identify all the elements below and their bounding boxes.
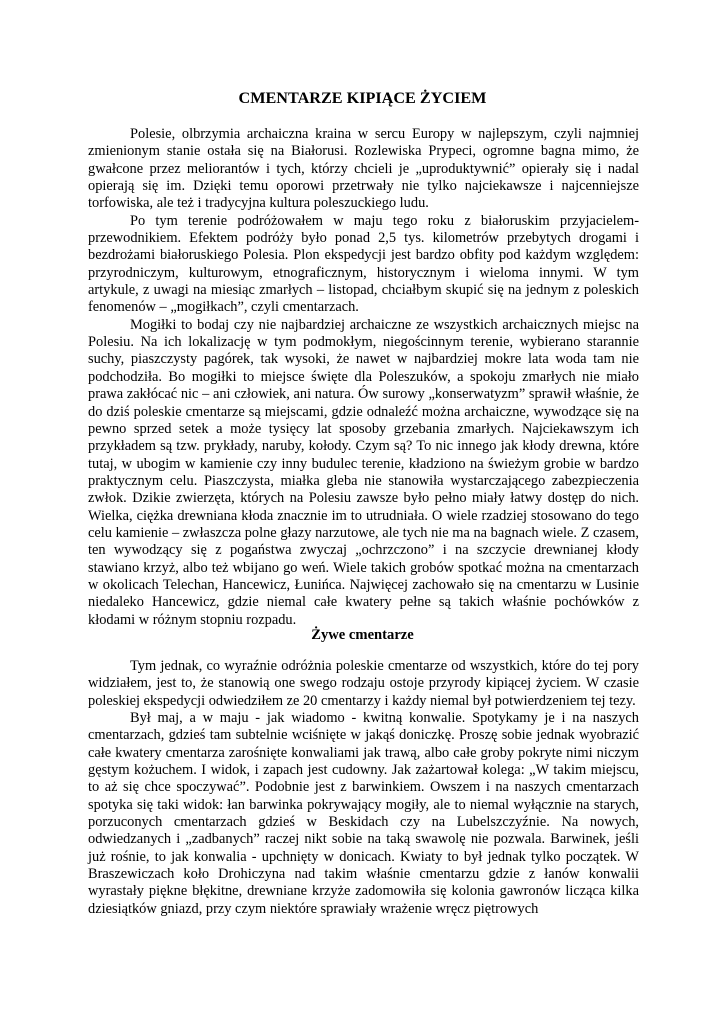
paragraph: Tym jednak, co wyraźnie odróżnia poleskie cmentarze od wszystkich, które do tej pory widziałem, jest to, że stanowią one swego rodzaju ostoje przyrody kipiącej życiem. W czasie poleskiej ekspedycji odwiedziłem ze 20 cmentarzy i każdy niemal był potwierdzeniem tej tezy. bbox=[88, 658, 639, 709]
page-title: CMENTARZE KIPIĄCE ŻYCIEM bbox=[238, 89, 487, 107]
section-1-body bbox=[88, 126, 639, 629]
paragraph: Polesie, olbrzymia archaiczna kraina w sercu Europy w najlepszym, czyli najmniej zmienionym stanie ostała się na Białorusi. Rozlewiska Prypeci, ogromne bagna mimo, że gwałcone przez meliorantów i tych, którzy chcieli je „uproduktywnić” opierały się i nadal opierają się im. Dzięki temu oporowi przetrwały nie tylko najciekawsze i najcenniejsze torfowiska, ale też i tradycyjna kultura poleszuckiego ludu. bbox=[88, 126, 639, 212]
paragraph: Był maj, a w maju - jak wiadomo - kwitną konwalie. Spotykamy je i na naszych cmentarzach, gdzieś tam subtelnie wciśnięte w jakąś doniczkę. Proszę sobie jednak wyobrazić całe kwatery cmentarza zarośnięte konwaliami jak trawą, albo całe groby pokryte nimi niczym gęstym kożuchem. I widok, i zapach jest cudowny. Jak zażartował kolega: „W takim miejscu, to aż się chce spoczywać”. Podobnie jest z barwinkiem. Owszem i na naszych cmentarzach spotyka się taki widok: łan barwinka pokrywający mogiły, ale to niemal wyłącznie na starych, porzuconych cmentarzach gdzieś w Beskidach czy na Lubelszczyźnie. Na nowych, odwiedzanych i „zadbanych” raczej nikt sobie na taką swawolę nie pozwala. Barwinek, jeśli już rośnie, to jak konwalia - upchnięty w donicach. Kwiaty to był jednak tylko początek. W Braszewiczach koło Drohiczyna nad takim właśnie cmentarzu gdzie z łanów konwalii wyrastały piękne błękitne, drewniane krzyże zadomowiła się kolonia gawronów licząca kilka dziesiątków gniazd, przy czym niektóre sprawiały wrażenie wręcz piętrowych bbox=[88, 710, 639, 917]
section-2-body bbox=[88, 658, 639, 918]
section-heading: Żywe cmentarze bbox=[311, 627, 414, 643]
paragraph: Po tym terenie podróżowałem w maju tego roku z białoruskim przyjacielem-przewodnikiem. Efektem podróży było ponad 2,5 tys. kilometrów przebytych drogami i bezdrożami białoruskiego Polesia. Plon ekspedycji jest bardzo obfity pod każdym względem: przyrodniczym, kulturowym, etnograficznym, historycznym i wieloma innymi. W tym artykule, z uwagi na miesiąc zmarłych – listopad, chciałbym skupić się na jednym z poleskich fenomenów – „mogiłkach”, czyli cmentarzach. bbox=[88, 212, 639, 316]
paragraph: Mogiłki to bodaj czy nie najbardziej archaiczne ze wszystkich archaicznych miejsc na Polesiu. Na ich lokalizację w tym podmokłym, niegościnnym terenie, wybierano starannie suchy, piaszczysty pagórek, tak wysoki, że nawet w najbardziej mokre lata woda tam nie podchodziła. Bo mogiłki to miejsce święte dla Poleszuków, a spokoju zmarłych nie miało prawa zakłócać nic – ani człowiek, ani natura. Ów surowy „konserwatyzm” sprawił właśnie, że do dziś poleskie cmentarze są miejscami, gdzie odnaleźć można archaiczne, wywodzące się na pewno sprzed setek a może tysięcy lat sposoby grzebania zmarłych. Najciekawszym ich przykładem są tzw. prykłady, naruby, kołody. Czym są? To nic innego jak kłody drewna, które tutaj, w ubogim w kamienie czy inny budulec terenie, kładziono na świeżym grobie w bardzo praktycznym celu. Piaszczysta, miałka gleba nie stanowiła wystarczającego zabezpieczenia zwłok. Dzikie zwierzęta, których na Polesiu zawsze było pełno miały łatwy dostęp do nich. Wielka, ciężka drewniana kłoda znacznie im to utrudniała. O wiele rzadziej stosowano do tego celu kamienie – zwłaszcza polne głazy narzutowe, ale tych nie ma na bagnach wiele. Z czasem, ten wywodzący się z pogaństwa zwyczaj „ochrzczono” i na szczycie drewnianej kłody stawiano krzyż, albo też wbijano go weń. Wiele takich grobów spotkać można na cmentarzach w okolicach Telechan, Hancewicz, Łunińca. Najwięcej zachowało się na cmentarzu w Lusinie niedaleko Hancewicz, gdzie niemal całe kwatery pełne są takich właśnie pochówków z kłodami w różnym stopniu rozpadu. bbox=[88, 316, 639, 628]
